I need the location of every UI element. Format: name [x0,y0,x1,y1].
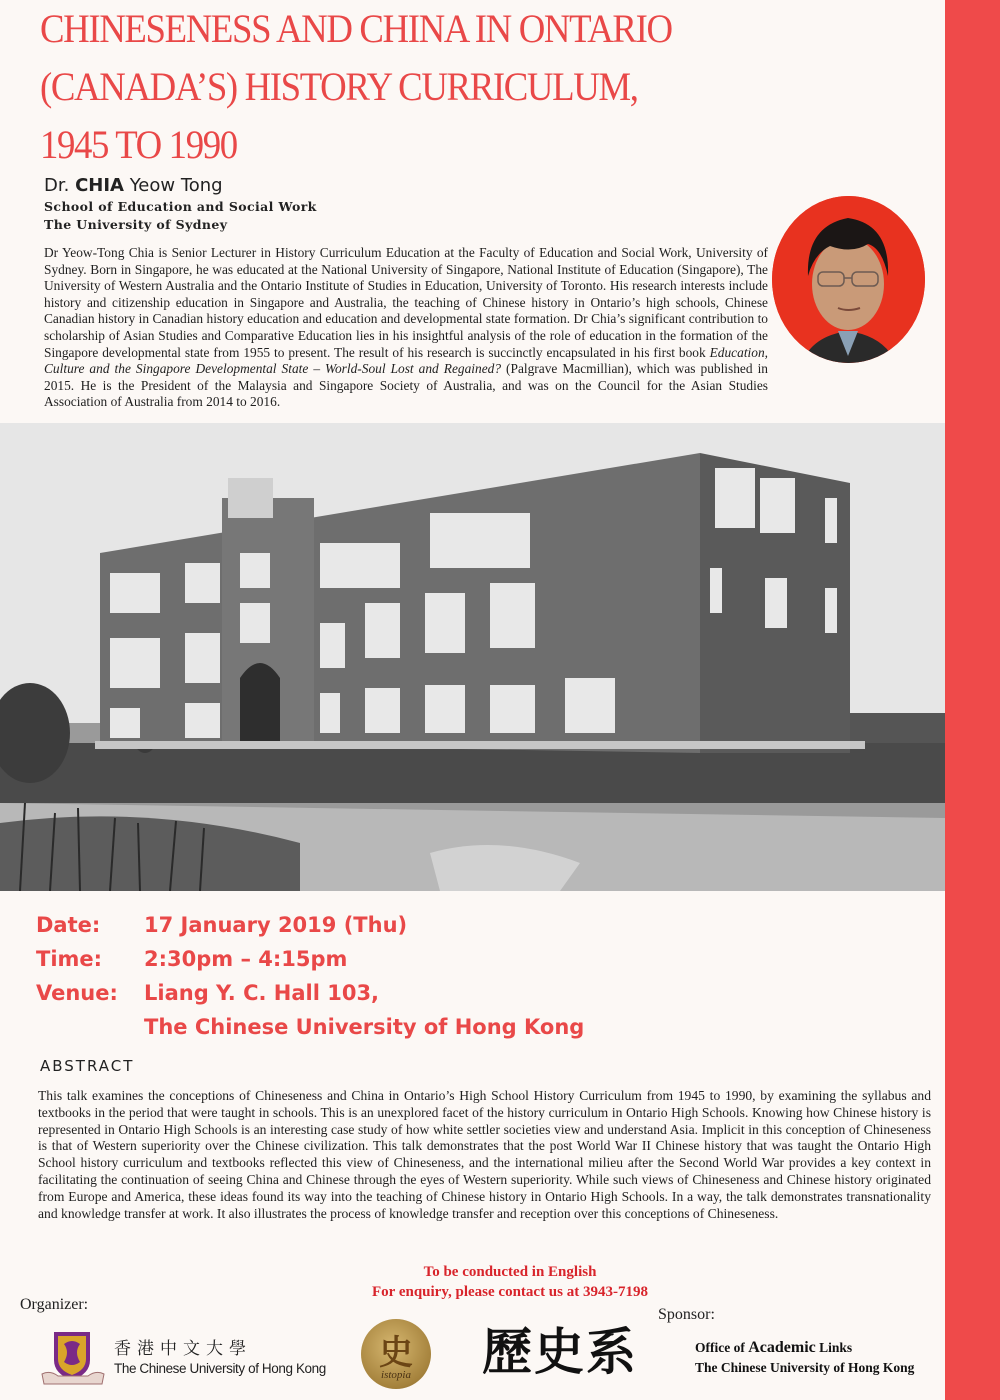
organizer-label: Organizer: [20,1296,89,1313]
abstract-text: This talk examines the conceptions of Chineseness and China in Ontario’s High School History Curriculum from 1945 to 1990, by examining the syllabus and textbooks in the period that were taught in schools. This is an unexplored facet of the history curriculum in Ontario High Schools. Knowing how Chinese history is represented in Ontario High Schools is an interesting case study of how white settler societies view and understand Asia. Implicit in this conception of Chineseness is that of Western superiority over the Chinese civilization. This talk demonstrates that the post World War II Chinese history that was taught the Ontario High School history curriculum and textbooks reflected this view of Chineseness, and the international milieu after the Second World War provides a key context in facilitating the continuation of seeing China and Chinese through the eyes of Western superiority. While such views of Chineseness and Chinese history originated from Europe and America, these ideas found its way into the teaching of Chinese history in Ontario High Schools. In a way, the talk demonstrates transnationality and knowledge transfer at work. It also illustrates the process of knowledge transfer and reception over this conceptions of Chineseness. [38,1088,931,1221]
abstract-heading: ABSTRACT [40,1057,135,1075]
speaker-block [44,174,317,234]
date-value: 17 January 2019 (Thu) [144,913,408,937]
speaker-given-name: Yeow Tong [123,175,223,196]
event-venue-row [36,976,584,1010]
school-building-photo [0,423,945,891]
speaker-prefix: Dr. [44,175,76,196]
time-value: 2:30pm – 4:15pm [144,947,348,971]
bio-text-part-1: Dr Yeow-Tong Chia is Senior Lecturer in History Curriculum Education at the Faculty of Education and Social Work, University of Sydney. Born in Singapore, he was educated at the National University of Singapore, National Institute of Education (Singapore), The University of Western Australia and the Ontario Institute of Studies in Education, University of Toronto. His research interests include history and citizenship education in Singapore and Australia, the teaching of Chinese history in Ontario’s high schools, Chinese Canadian history in Canadian history education and education and developmental state formation. Dr Chia’s significant contribution to scholarship of Asian Studies and Comparative Education lies in his insightful analysis of the role of education in the formation of the Singapore developmental state from 1955 to present. The result of his research is succinctly encapsulated in his first book [44,245,768,360]
oal-line-1 [695,1338,914,1358]
speaker-surname: CHIA [75,175,124,196]
bio-text-part-2: (Palgrave Macmillian), which was published in 2015. He is the President of the Malaysia and Singapore Society of Australia, and was on the Council for the Asian Studies Association of Australia from 2014 to 2016. [44,361,768,410]
istopia-logo [361,1319,431,1389]
event-time-row [36,942,584,976]
venue-line-1: Liang Y. C. Hall 103, [144,981,380,1005]
event-details [36,908,584,1044]
enquiry-notice: For enquiry, please contact us at 3943-7198 [372,1284,648,1300]
bio-book-title: Education, Culture and the Singapore Developmental State – World-Soul Lost and Regained? [44,344,768,377]
side-accent-bar [945,0,1000,1400]
event-venue-row-2 [36,1010,584,1044]
speaker-school: School of Education and Social Work [44,199,317,214]
title-line-3: 1945 TO 1990 [40,122,237,167]
oal-academic: Academic [748,1339,816,1356]
istopia-logo-character: 史 [379,1335,413,1372]
venue-label: Venue: [36,981,118,1005]
date-label: Date: [36,913,101,937]
event-date-row [36,908,584,942]
title-line-1: CHINESENESS AND CHINA IN ONTARIO [40,6,672,51]
oal-line-2: The Chinese University of Hong Kong [695,1360,915,1375]
speaker-university: The University of Sydney [44,217,228,232]
speaker-bio [44,245,768,411]
oal-suffix: Links [815,1340,853,1355]
poster-title [40,0,672,174]
speaker-name [44,174,317,198]
sponsor-label: Sponsor: [658,1306,715,1323]
istopia-logo-text: istopia [381,1369,411,1381]
language-notice: To be conducted in English [423,1264,597,1280]
time-label: Time: [36,947,103,971]
cuhk-logo [40,1330,326,1386]
title-line-2: (CANADA’S) HISTORY CURRICULUM, [40,64,638,109]
oal-prefix: Office of [695,1340,749,1355]
history-department-logo: 歷史系 [482,1324,638,1380]
cuhk-name-english: The Chinese University of Hong Kong [114,1361,326,1376]
cuhk-crest-icon [40,1330,106,1386]
office-of-academic-links [695,1338,914,1378]
speaker-portrait [772,196,925,363]
venue-line-2: The Chinese University of Hong Kong [144,1015,585,1039]
cuhk-name-chinese: 香港中文大學 [114,1339,252,1358]
notice-block [310,1262,710,1302]
